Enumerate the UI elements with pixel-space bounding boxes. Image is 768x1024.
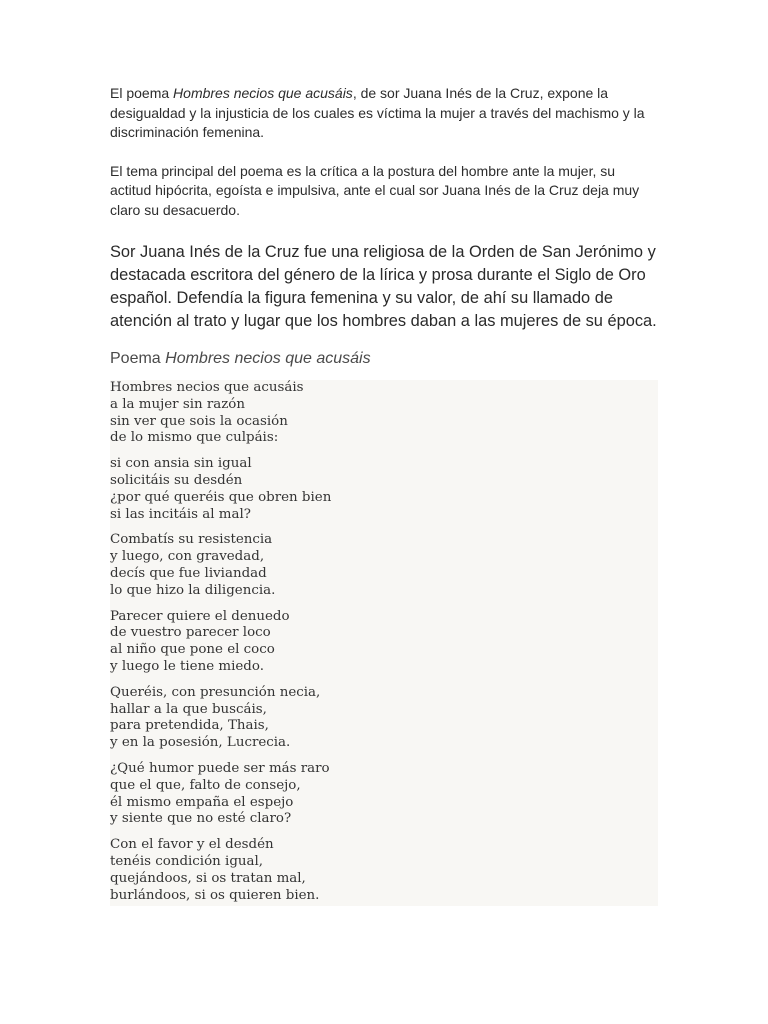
poem-verse: ¿Qué humor puede ser más raro <box>110 760 330 776</box>
poem-verse: lo que hizo la diligencia. <box>110 582 276 598</box>
poem-verse: Parecer quiere el denuedo <box>110 608 290 624</box>
poem-stanza <box>110 761 658 828</box>
poem-stanza <box>110 609 658 676</box>
poem-verse: y siente que no esté claro? <box>110 811 292 827</box>
poem-verse: burlándoos, si os quieren bien. <box>110 887 320 903</box>
poem-verse: para pretendida, Thais, <box>110 718 269 734</box>
intro-text-end: , de sor Juana Inés de la Cruz, expone la desigualdad y la injusticia de los cuales es víctima la mujer a través del machismo y la discriminación femenina. <box>110 85 645 140</box>
poem-verse: al niño que pone el coco <box>110 642 275 658</box>
poem-stanza <box>110 380 658 447</box>
poem-verse: si con ansia sin igual <box>110 456 252 472</box>
poem-verse: y luego le tiene miedo. <box>110 658 264 674</box>
article-body <box>110 84 658 906</box>
intro-paragraph <box>110 84 658 143</box>
poem-verse: de vuestro parecer loco <box>110 625 271 641</box>
poem-heading-prefix: Poema <box>110 350 166 367</box>
poem-verse: ¿por qué queréis que obren bien <box>110 489 332 505</box>
poem-stanza <box>110 837 658 904</box>
poem-verse: quejándoos, si os tratan mal, <box>110 870 306 886</box>
poem-verse: Con el favor y el desdén <box>110 837 274 853</box>
theme-paragraph: El tema principal del poema es la crítica a la postura del hombre ante la mujer, su actitud hipócrita, egoísta e impulsiva, ante el cual sor Juana Inés de la Cruz deja muy claro su desacuerdo. <box>110 162 640 218</box>
intro-text-start: El poema <box>110 85 174 101</box>
poem-verse: de lo mismo que culpáis: <box>110 430 279 446</box>
poem-title-inline: Hombres necios que acusáis <box>173 85 353 101</box>
poem-verse: sin ver que sois la ocasión <box>110 413 288 429</box>
poem-verse: Hombres necios que acusáis <box>110 380 304 395</box>
poem-stanza <box>110 685 658 752</box>
poem-verse: si las incitáis al mal? <box>110 506 251 522</box>
poem-verse: hallar a la que buscáis, <box>110 701 267 717</box>
poem-stanza <box>110 456 658 523</box>
poem-verse: solicitáis su desdén <box>110 472 243 488</box>
poem-verse: él mismo empaña el espejo <box>110 794 294 810</box>
poem-verse: a la mujer sin razón <box>110 396 245 412</box>
poem-stanza <box>110 532 658 599</box>
poem-verse: y luego, con gravedad, <box>110 549 265 565</box>
poem-verse: tenéis condición igual, <box>110 853 264 869</box>
poem-verse: Queréis, con presunción necia, <box>110 684 321 700</box>
poem-verse: Combatís su resistencia <box>110 532 273 548</box>
poem-verse: decís que fue liviandad <box>110 565 267 581</box>
poem-box <box>110 380 658 906</box>
poem-verse: que el que, falto de consejo, <box>110 777 301 793</box>
poem-verse: y en la posesión, Lucrecia. <box>110 735 291 751</box>
author-paragraph: Sor Juana Inés de la Cruz fue una religiosa de la Orden de San Jerónimo y destacada escritora del género de la lírica y prosa durante el Siglo de Oro español. Defendía la figura femenina y su valor, de ahí su llamado de atención al trato y lugar que los hombres daban a las mujeres de su época. <box>110 243 657 330</box>
poem-heading-title: Hombres necios que acusáis <box>165 350 371 367</box>
poem-heading <box>110 349 658 369</box>
